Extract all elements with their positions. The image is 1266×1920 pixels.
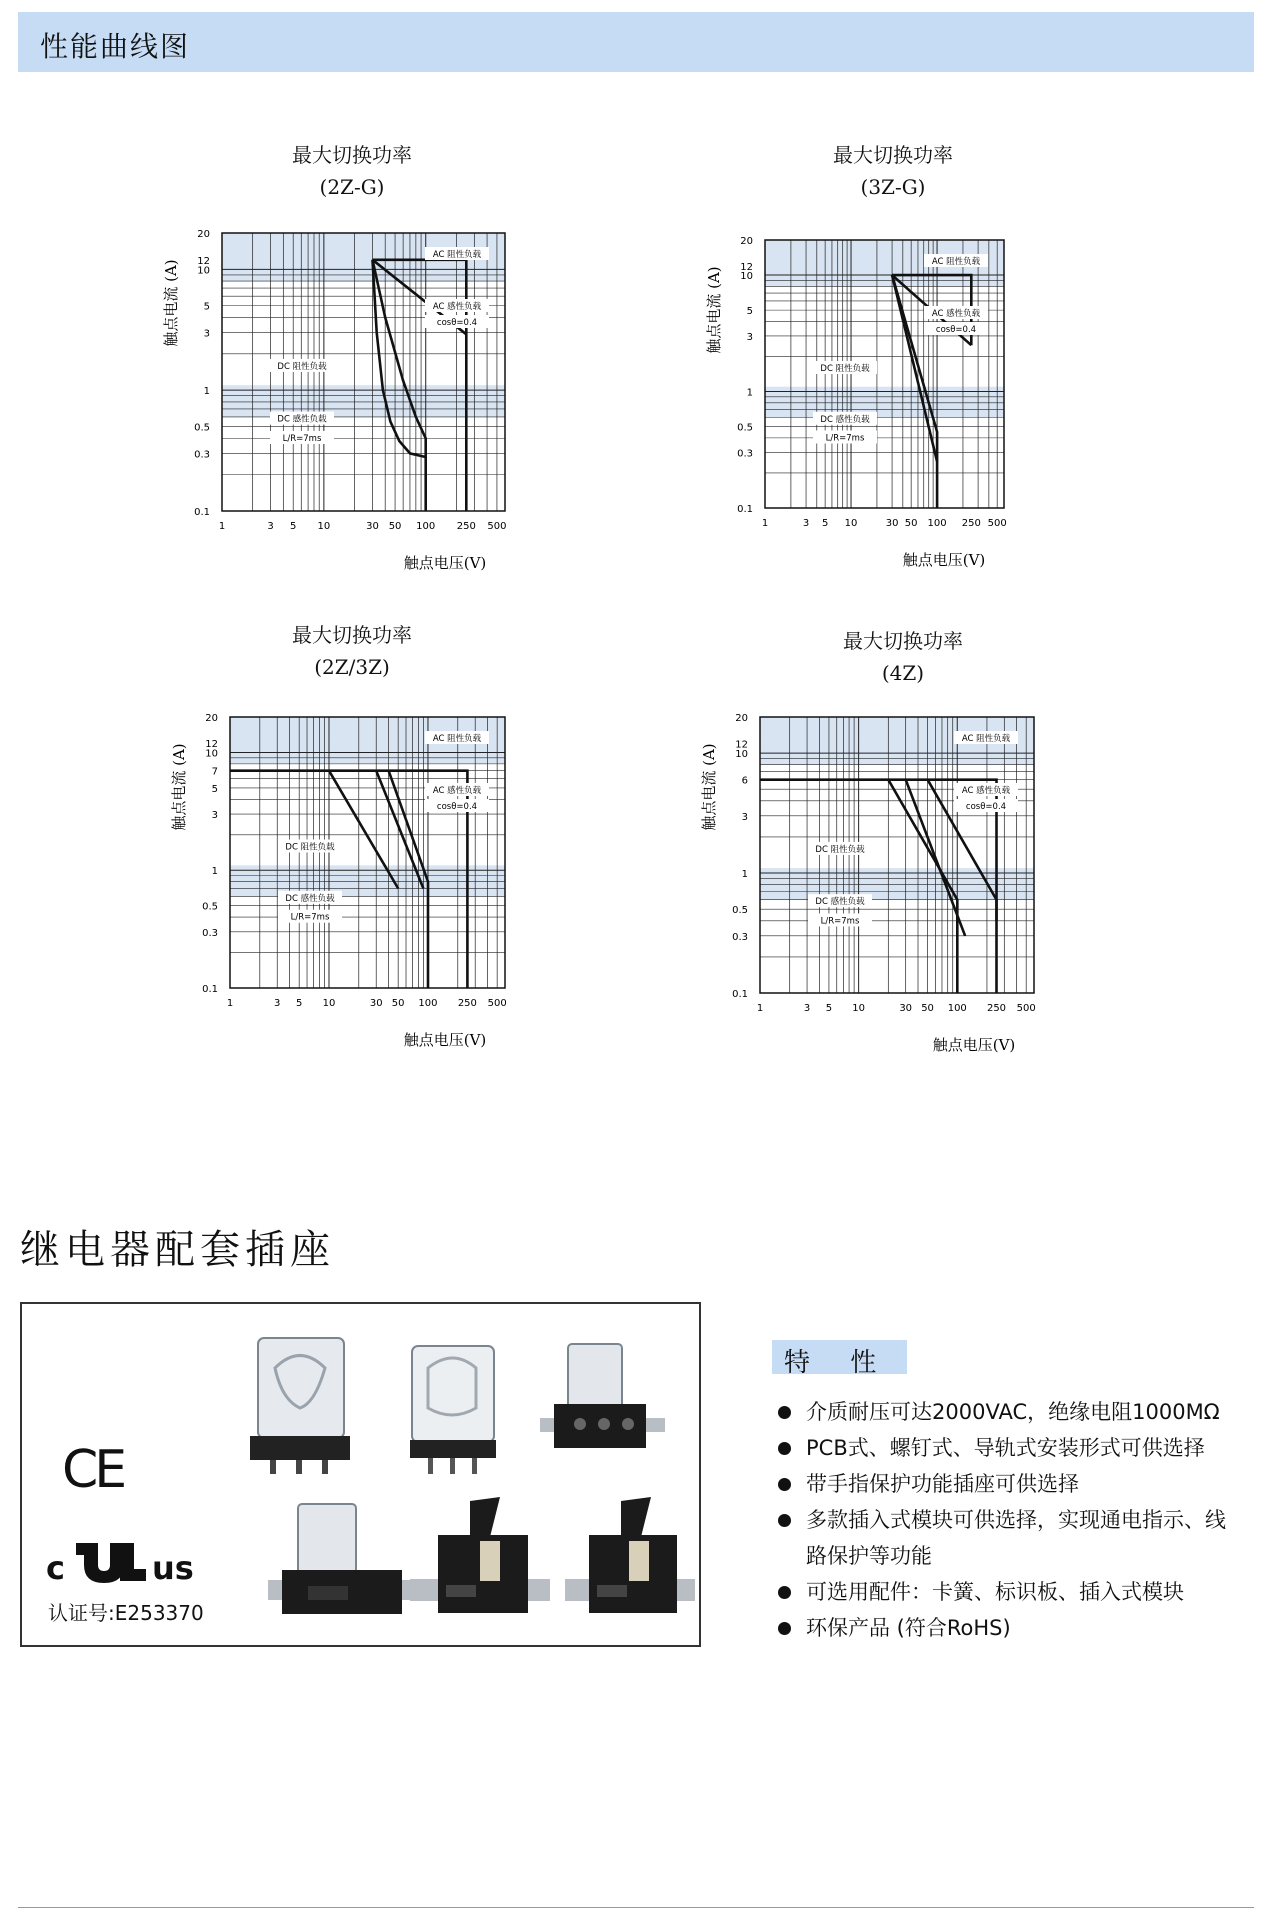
ce-mark: CE (62, 1440, 124, 1500)
x-tick-label: 3 (802, 518, 810, 529)
x-tick-label: 5 (296, 998, 303, 1009)
annotation-label: DC 感性负载 (815, 897, 865, 908)
x-tick-label: 10 (322, 998, 336, 1009)
x-tick-label: 250 (986, 1003, 1007, 1014)
annotation-label: L/R=7ms (820, 916, 860, 927)
chart-4-title: 最大切换功率 (843, 629, 963, 653)
y-tick-label: 10 (740, 271, 753, 283)
x-tick-label: 50 (388, 521, 402, 532)
x-tick-label: 50 (904, 518, 918, 529)
annotation-label: AC 阻性负载 (432, 734, 482, 744)
y-tick-label: 7 (211, 766, 218, 778)
feature-item: 带手指保护功能插座可供选择 (772, 1466, 1242, 1502)
y-tick-label: 20 (740, 236, 753, 247)
grid-band (760, 744, 1034, 765)
y-tick-label: 0.3 (194, 449, 210, 461)
y-tick-label: 12 (740, 261, 753, 273)
chart-3-title-block (222, 619, 482, 683)
chart-1-title-block (222, 139, 482, 203)
chart-3-subtitle: (2Z/3Z) (314, 655, 390, 679)
y-tick-label: 10 (735, 749, 748, 761)
annotation-label: AC 感性负载 (432, 302, 482, 312)
section-header-title: 性能曲线图 (40, 30, 191, 63)
y-tick-label: 12 (205, 739, 218, 751)
y-tick-label: 6 (741, 775, 748, 787)
chart-2-title: 最大切换功率 (833, 143, 953, 167)
x-tick-label: 500 (987, 518, 1007, 529)
y-tick-label: 0.1 (202, 984, 218, 995)
y-tick-label: 20 (197, 229, 210, 240)
annotation-label: L/R=7ms (290, 912, 330, 923)
y-tick-label: 20 (735, 713, 748, 724)
x-tick-label: 10 (844, 518, 858, 529)
y-axis-label: 触点电流 (A) (700, 743, 718, 831)
y-tick-label: 0.3 (732, 931, 748, 943)
x-tick-label: 30 (366, 521, 379, 532)
y-tick-label: 1 (203, 386, 210, 398)
x-tick-label: 1 (226, 998, 234, 1009)
x-tick-label: 100 (947, 1003, 967, 1014)
x-tick-label: 250 (457, 998, 477, 1009)
y-tick-label: 0.5 (737, 422, 753, 434)
y-axis-label: 触点电流 (A) (162, 259, 180, 347)
feature-item: PCB式、螺钉式、导轨式安装形式可供选择 (772, 1430, 1242, 1466)
y-tick-label: 5 (211, 783, 218, 795)
svg-text:c: c (46, 1549, 65, 1585)
annotation-label: DC 感性负载 (285, 893, 335, 904)
x-tick-label: 500 (1016, 1003, 1036, 1014)
annotation-label: L/R=7ms (282, 433, 322, 444)
y-tick-label: 5 (746, 306, 753, 318)
annotation-label: AC 阻性负载 (432, 250, 482, 260)
annotation-label: cosθ=0.4 (965, 802, 1007, 812)
annotation-label: DC 阻性负载 (815, 844, 865, 855)
y-tick-label: 10 (205, 748, 218, 760)
x-axis-label: 触点电压(V) (403, 1031, 487, 1049)
annotation-label: DC 阻性负载 (277, 361, 327, 372)
sockets-title: 继电器配套插座 (20, 1227, 335, 1273)
y-tick-label: 0.3 (737, 448, 753, 460)
annotation-label: AC 感性负载 (961, 786, 1011, 796)
feature-item: 可选用配件：卡簧、标识板、插入式模块 (772, 1574, 1242, 1610)
x-tick-label: 50 (921, 1003, 934, 1014)
section-header-bar (18, 12, 1254, 72)
y-tick-label: 0.3 (202, 927, 218, 939)
chart-4-title-block (773, 625, 1033, 689)
x-tick-label: 1 (218, 521, 226, 532)
annotation-label: L/R=7ms (825, 433, 865, 444)
x-tick-label: 500 (487, 521, 507, 532)
chart-2z-3z (150, 700, 550, 1070)
y-tick-label: 12 (197, 255, 210, 267)
y-tick-label: 12 (735, 739, 748, 751)
chart-3z-g (700, 215, 1100, 585)
annotation-label: AC 阻性负载 (931, 257, 981, 267)
annotation-label: AC 感性负载 (931, 309, 981, 319)
feature-item: 环保产品 (符合RoHS) (772, 1610, 1242, 1646)
y-tick-label: 1 (741, 869, 748, 881)
annotation-label: cosθ=0.4 (436, 802, 478, 812)
chart-2-title-block (763, 139, 1023, 203)
feature-item: 多款插入式模块可供选择，实现通电指示、线路保护等功能 (772, 1502, 1242, 1574)
relay-photo-2 (398, 1338, 508, 1478)
footer-divider (18, 1907, 1254, 1908)
x-tick-label: 5 (290, 521, 297, 532)
x-tick-label: 3 (803, 1003, 811, 1014)
x-tick-label: 30 (899, 1003, 913, 1014)
x-tick-label: 3 (267, 521, 274, 532)
y-tick-label: 0.1 (732, 989, 748, 1000)
x-axis-label: 触点电压(V) (403, 554, 487, 572)
y-tick-label: 3 (741, 811, 748, 823)
chart-4z (700, 700, 1100, 1070)
y-tick-label: 3 (746, 331, 753, 343)
y-tick-label: 0.5 (202, 901, 218, 913)
y-tick-label: 0.5 (194, 422, 210, 434)
y-tick-label: 1 (211, 866, 218, 878)
y-axis-label: 触点电流 (A) (170, 743, 188, 831)
relay-photo-1 (240, 1328, 360, 1478)
x-tick-label: 30 (885, 518, 899, 529)
x-tick-label: 10 (852, 1003, 865, 1014)
socket-photo-6 (565, 1495, 695, 1635)
x-tick-label: 1 (756, 1003, 764, 1014)
chart-3-title: 最大切换功率 (292, 623, 412, 647)
y-tick-label: 0.1 (737, 504, 753, 515)
y-tick-label: 0.1 (194, 507, 210, 518)
x-tick-label: 250 (456, 521, 476, 532)
x-tick-label: 5 (821, 518, 829, 529)
x-axis-label: 触点电压(V) (932, 1036, 1016, 1054)
feature-item: 介质耐压可达2000VAC，绝缘电阻1000MΩ (772, 1394, 1242, 1430)
annotation-label: AC 感性负载 (432, 786, 482, 796)
y-tick-label: 3 (203, 328, 210, 340)
svg-text:us: us (152, 1549, 194, 1585)
y-axis-label: 触点电流 (A) (705, 266, 723, 354)
chart-2z-g (150, 215, 550, 585)
ul-certification-logo (46, 1535, 196, 1585)
grid-band (230, 743, 505, 764)
annotation-label: DC 阻性负载 (285, 842, 335, 853)
y-tick-label: 3 (211, 810, 218, 822)
socket-photo-5 (410, 1495, 550, 1635)
x-tick-label: 50 (391, 998, 405, 1009)
x-tick-label: 100 (416, 521, 436, 532)
x-tick-label: 100 (418, 998, 438, 1009)
y-tick-label: 10 (197, 265, 210, 277)
x-tick-label: 10 (317, 521, 331, 532)
annotation-label: cosθ=0.4 (436, 318, 478, 328)
x-tick-label: 100 (927, 518, 947, 529)
chart-2-subtitle: (3Z-G) (860, 175, 926, 199)
y-tick-label: 1 (746, 387, 753, 399)
x-tick-label: 30 (369, 998, 383, 1009)
annotation-label: DC 感性负载 (820, 414, 870, 425)
features-heading: 特 性 (784, 1348, 893, 1378)
x-tick-label: 5 (825, 1003, 833, 1014)
x-tick-label: 500 (487, 998, 507, 1009)
x-tick-label: 250 (961, 518, 981, 529)
chart-1-title: 最大切换功率 (292, 143, 412, 167)
certification-number: 认证号:E253370 (48, 1601, 204, 1625)
annotation-label: DC 阻性负载 (820, 364, 870, 375)
y-tick-label: 5 (203, 301, 210, 313)
chart-4-subtitle: (4Z) (881, 661, 925, 685)
x-tick-label: 1 (761, 518, 769, 529)
annotation-label: AC 阻性负载 (961, 734, 1011, 744)
grid-band (222, 260, 505, 281)
socket-photo-3 (540, 1338, 665, 1473)
features-list (772, 1394, 1242, 1646)
chart-1-subtitle: (2Z-G) (319, 175, 385, 199)
x-axis-label: 触点电压(V) (902, 551, 986, 569)
annotation-label: cosθ=0.4 (935, 325, 977, 335)
y-tick-label: 0.5 (732, 905, 748, 917)
x-tick-label: 3 (274, 998, 281, 1009)
socket-photo-4 (268, 1500, 418, 1635)
y-tick-label: 20 (205, 713, 218, 724)
annotation-label: DC 感性负载 (277, 414, 327, 425)
features-heading-bar (772, 1340, 907, 1378)
